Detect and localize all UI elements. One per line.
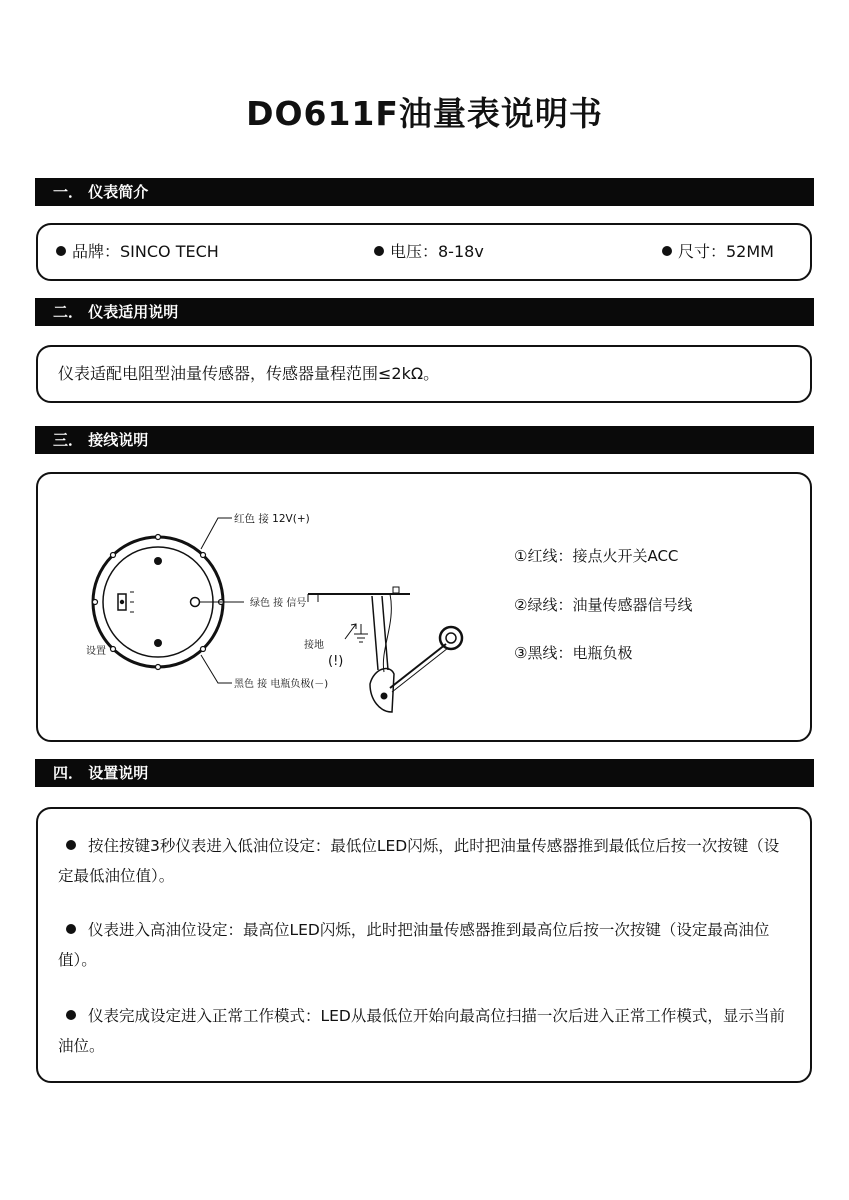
bullet-icon [66, 1010, 76, 1020]
bullet-icon [662, 246, 672, 256]
red-wire-label: 红色 接 12V(+) [234, 513, 310, 525]
section-header-wiring: 三． 接线说明 [35, 426, 814, 454]
applicability-text: 仪表适配电阻型油量传感器，传感器量程范围≤2kΩ。 [58, 364, 440, 383]
legend-green: ②绿线：油量传感器信号线 [514, 596, 693, 614]
ground-warning-icon: (!) [328, 654, 344, 669]
bullet-icon [374, 246, 384, 256]
section-header-applicability: 二． 仪表适用说明 [35, 298, 814, 326]
black-wire-label: 黑色 接 电瓶负极(－) [234, 679, 329, 690]
setting-paragraph-low [58, 831, 792, 891]
setting-paragraph-normal [58, 1001, 792, 1061]
wiring-diagram [38, 474, 478, 740]
section-header-settings: 四． 设置说明 [35, 759, 814, 787]
setting-label: 设置 [86, 646, 106, 657]
page-title: DO611F油量表说明书 [246, 94, 603, 133]
wiring-box [36, 472, 812, 742]
setting-paragraph-high [58, 915, 792, 975]
green-wire-label: 绿色 接 信号 [250, 598, 307, 609]
setting-paragraph-normal-text: 仪表完成设定进入正常工作模式：LED从最低位开始向最高位扫描一次后进入正常工作模式，显示当前油位。 [58, 1007, 785, 1055]
settings-box [36, 807, 812, 1083]
applicability-box [36, 345, 812, 403]
size-text: 尺寸：52MM [678, 242, 774, 261]
size-spec [662, 225, 774, 279]
bullet-icon [66, 924, 76, 934]
voltage-text: 电压：8-18v [390, 242, 484, 261]
setting-paragraph-low-text: 按住按键3秒仪表进入低油位设定：最低位LED闪烁，此时把油量传感器推到最低位后按一次按键（设定最低油位值）。 [58, 837, 780, 885]
legend-black: ③黑线：电瓶负极 [514, 644, 633, 662]
bullet-icon [66, 840, 76, 850]
section-header-intro: 一． 仪表简介 [35, 178, 814, 206]
brand-text: 品牌：SINCO TECH [72, 242, 219, 261]
ground-label: 接地 [304, 640, 324, 651]
legend-red: ①红线：接点火开关ACC [514, 547, 679, 565]
intro-box [36, 223, 812, 281]
brand-spec [56, 225, 219, 279]
bullet-icon [56, 246, 66, 256]
voltage-spec [374, 225, 484, 279]
setting-paragraph-high-text: 仪表进入高油位设定：最高位LED闪烁，此时把油量传感器推到最高位后按一次按键（设定最高油位值）。 [58, 921, 770, 969]
